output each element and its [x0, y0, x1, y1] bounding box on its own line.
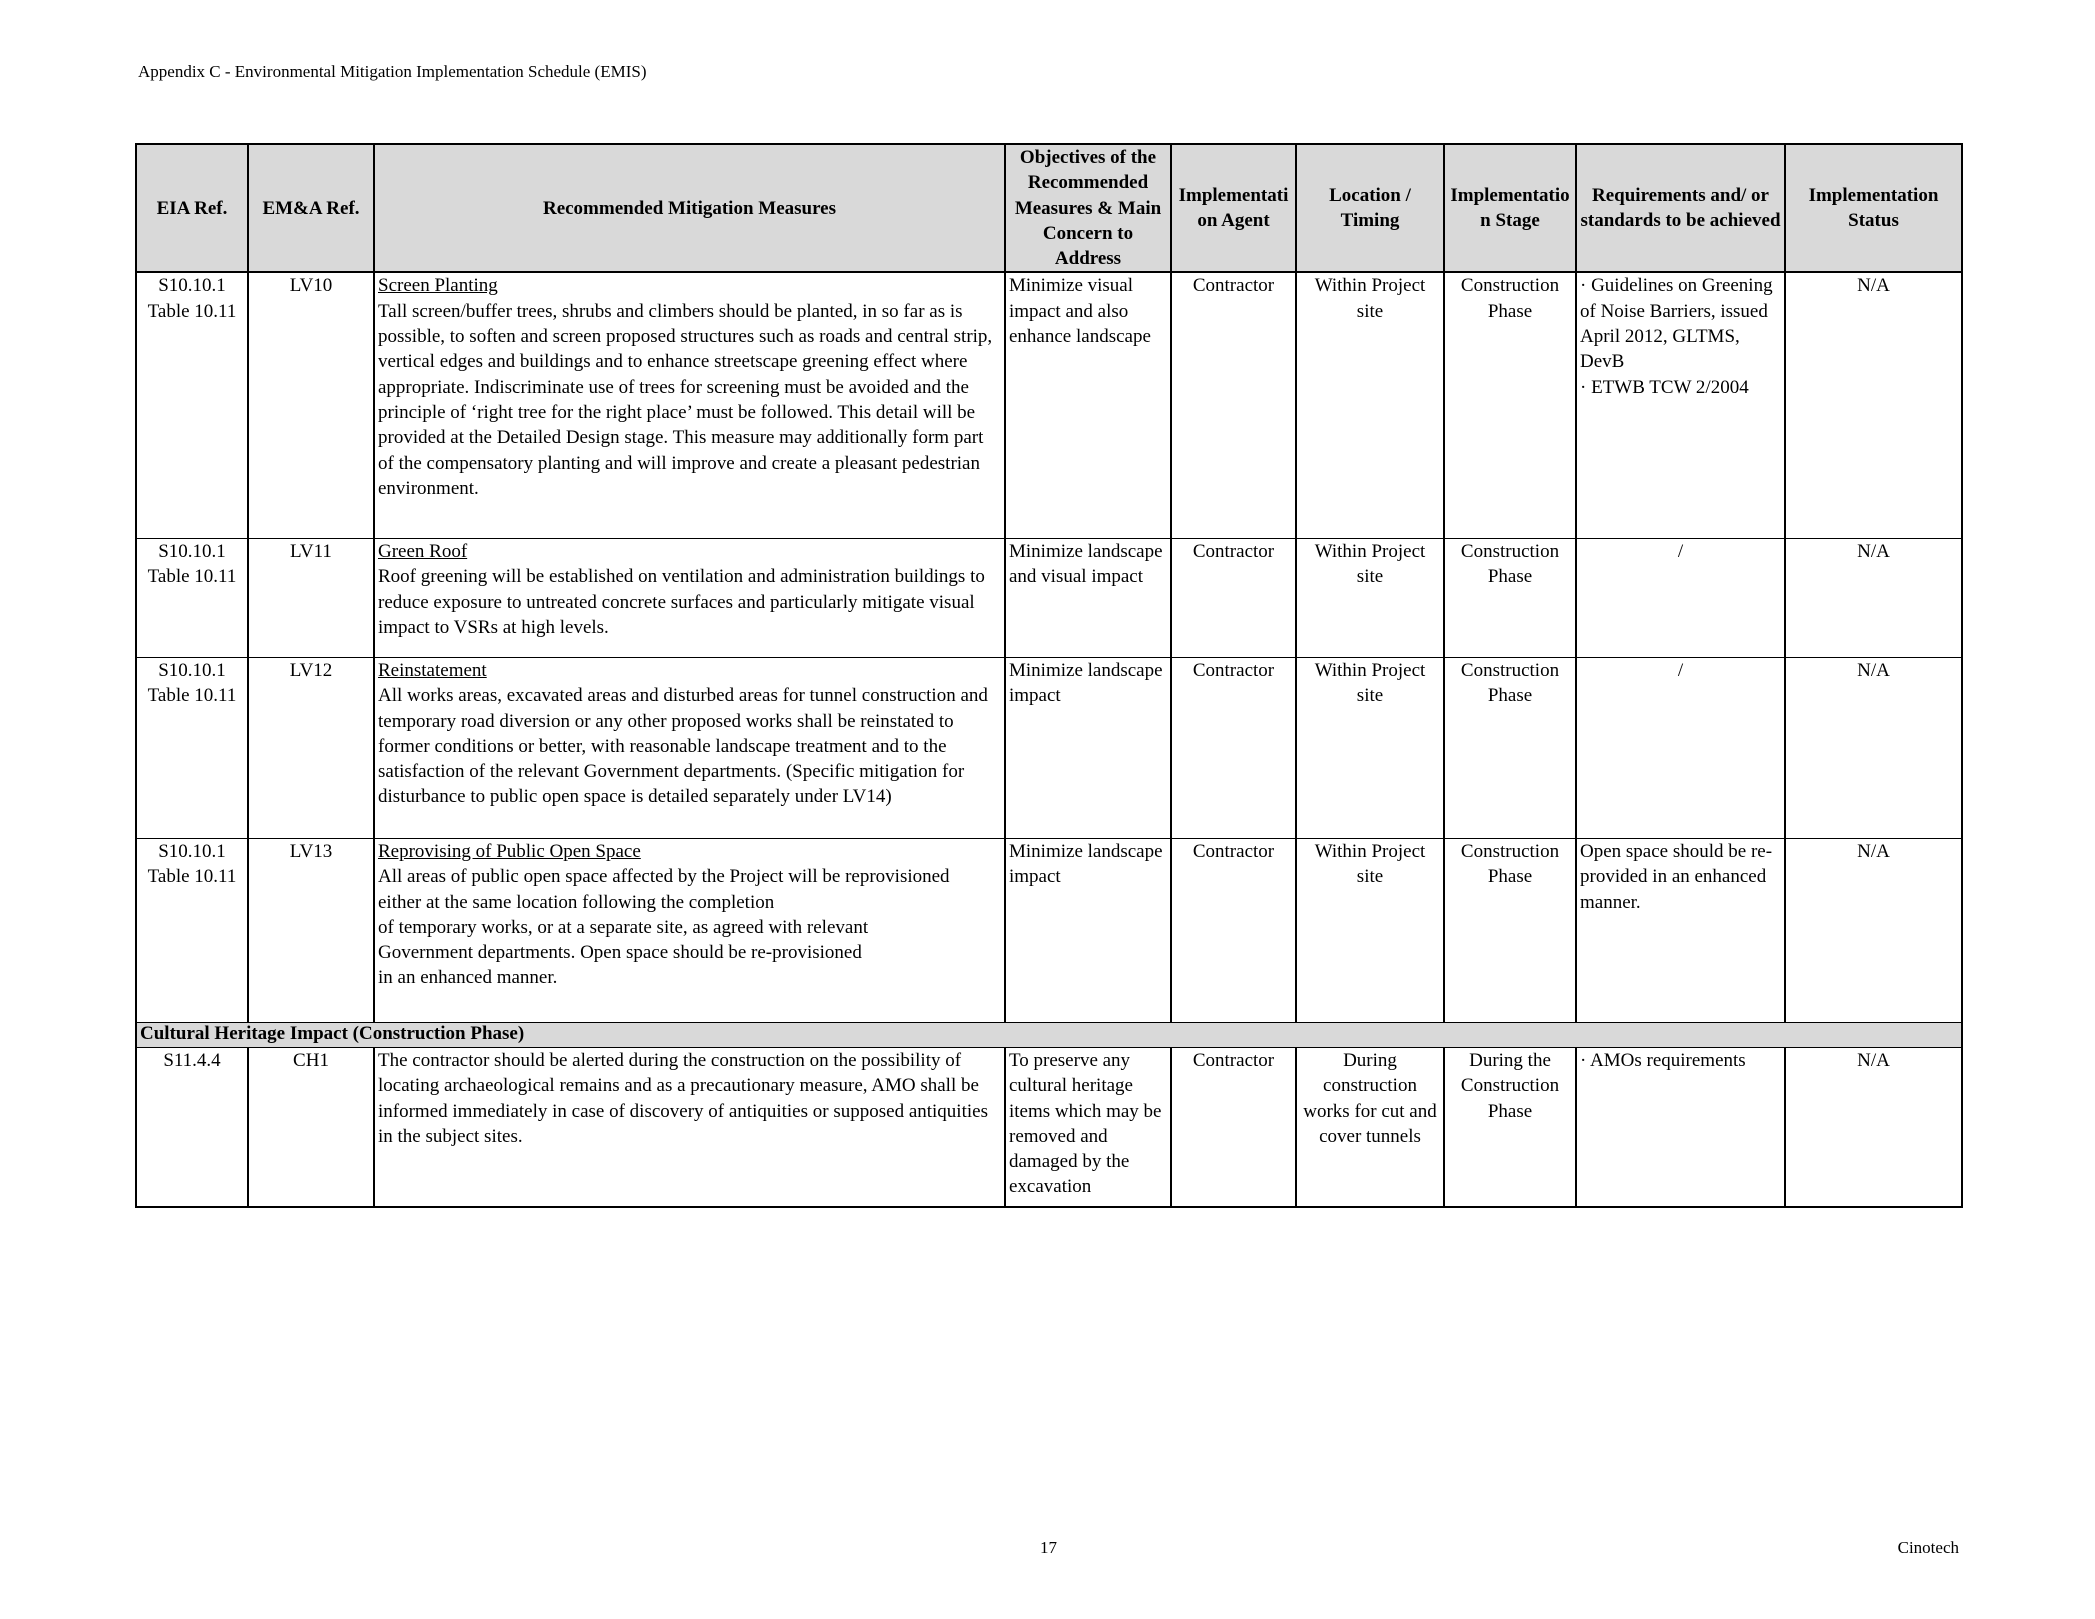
- status-cell: N/A: [1785, 838, 1962, 1022]
- table-row: [136, 538, 1962, 657]
- stage-cell: Construction Phase: [1444, 538, 1576, 657]
- measure-line: in an enhanced manner.: [378, 967, 558, 989]
- eia-ref-table: Table 10.11: [147, 566, 237, 588]
- table-row: [136, 838, 1962, 1022]
- table-header-row: [136, 144, 1962, 272]
- measure-title: Reprovising of Public Open Space: [378, 840, 641, 862]
- measure-cell: [374, 538, 1005, 657]
- eia-ref-cell: [136, 272, 248, 538]
- ema-ref-cell: LV12: [248, 657, 374, 838]
- col-header-requirements: Requirements and/ or standards to be achieved: [1576, 144, 1785, 272]
- objective-cell: Minimize landscape impact: [1005, 657, 1171, 838]
- eia-ref-cell: S11.4.4: [136, 1047, 248, 1207]
- page-header-title: Appendix C - Environmental Mitigation Implementation Schedule (EMIS): [138, 62, 647, 81]
- measure-title: Green Roof: [378, 540, 468, 562]
- table-row: [136, 272, 1962, 538]
- col-header-agent: Implementati on Agent: [1171, 144, 1296, 272]
- ema-ref-cell: LV11: [248, 538, 374, 657]
- location-cell: Within Project site: [1296, 272, 1444, 538]
- col-header-objectives: Objectives of the Recommended Measures & Main Concern to Address: [1005, 144, 1171, 272]
- objective-cell: Minimize landscape impact: [1005, 838, 1171, 1022]
- stage-cell: Construction Phase: [1444, 272, 1576, 538]
- measure-cell: [374, 838, 1005, 1022]
- agent-cell: Contractor: [1171, 1047, 1296, 1207]
- location-cell: During construction works for cut and cover tunnels: [1296, 1047, 1444, 1207]
- eia-ref-cell: [136, 657, 248, 838]
- measure-text: Tall screen/buffer trees, shrubs and climbers should be planted, in so far as is possible, to soften and screen proposed structures such as roads and central strip, vertical edges and buildings and to enhance streetscape greening effect where appropriate. Indiscriminate use of trees for screening must be avoided and the principle of ‘right tree for the right place’ must be followed. This detail will be provided at the Detailed Design stage. This measure may additionally form part of the compensatory planting and will improve and create a pleasant pedestrian environment.: [378, 300, 993, 499]
- stage-cell: During the Construction Phase: [1444, 1047, 1576, 1207]
- status-cell: N/A: [1785, 538, 1962, 657]
- col-header-eia-ref: EIA Ref.: [136, 144, 248, 272]
- objective-cell: Minimize landscape and visual impact: [1005, 538, 1171, 657]
- measure-cell: [374, 657, 1005, 838]
- location-cell: Within Project site: [1296, 838, 1444, 1022]
- status-cell: N/A: [1785, 272, 1962, 538]
- eia-ref-section: S10.10.1: [158, 275, 226, 297]
- page-number: 17: [1040, 1538, 1057, 1557]
- measure-line: either at the same location following the completion: [378, 891, 775, 913]
- section-header-cultural-heritage: Cultural Heritage Impact (Construction Phase): [136, 1022, 1962, 1047]
- col-header-status: Implementation Status: [1785, 144, 1962, 272]
- col-header-location: Location / Timing: [1296, 144, 1444, 272]
- requirements-cell: · AMOs requirements: [1576, 1047, 1785, 1207]
- measure-text: Roof greening will be established on ventilation and administration buildings to reduce exposure to untreated concrete surfaces and particularly mitigate visual impact to VSRs at high levels.: [378, 566, 985, 638]
- eia-ref-section: S10.10.1: [158, 659, 226, 681]
- stage-cell: Construction Phase: [1444, 657, 1576, 838]
- status-cell: N/A: [1785, 657, 1962, 838]
- requirements-cell: Open space should be re-provided in an enhanced manner.: [1576, 838, 1785, 1022]
- agent-cell: Contractor: [1171, 538, 1296, 657]
- objective-cell: Minimize visual impact and also enhance landscape: [1005, 272, 1171, 538]
- agent-cell: Contractor: [1171, 272, 1296, 538]
- measure-line: All areas of public open space affected by the Project will be reprovisioned: [378, 866, 950, 888]
- table-row: [136, 1047, 1962, 1207]
- eia-ref-table: Table 10.11: [147, 685, 237, 707]
- agent-cell: Contractor: [1171, 838, 1296, 1022]
- eia-ref-section: S10.10.1: [158, 840, 226, 862]
- ema-ref-cell: CH1: [248, 1047, 374, 1207]
- location-cell: Within Project site: [1296, 657, 1444, 838]
- table-row: [136, 657, 1962, 838]
- eia-ref-table: Table 10.11: [147, 866, 237, 888]
- requirements-cell: /: [1576, 538, 1785, 657]
- col-header-ema-ref: EM&A Ref.: [248, 144, 374, 272]
- emis-table: [135, 143, 1963, 1208]
- measure-cell: [374, 272, 1005, 538]
- ema-ref-cell: LV13: [248, 838, 374, 1022]
- requirements-cell: /: [1576, 657, 1785, 838]
- measure-line: Government departments. Open space should be re-provisioned: [378, 942, 862, 964]
- col-header-stage: Implementatio n Stage: [1444, 144, 1576, 272]
- status-cell: N/A: [1785, 1047, 1962, 1207]
- eia-ref-section: S10.10.1: [158, 540, 226, 562]
- agent-cell: Contractor: [1171, 657, 1296, 838]
- eia-ref-table: Table 10.11: [147, 300, 237, 322]
- objective-cell: To preserve any cultural heritage items which may be removed and damaged by the excavation: [1005, 1047, 1171, 1207]
- measure-line: of temporary works, or at a separate site, as agreed with relevant: [378, 916, 869, 938]
- measure-title: Screen Planting: [378, 275, 498, 297]
- measure-cell: The contractor should be alerted during the construction on the possibility of locating archaeological remains and as a precautionary measure, AMO shall be informed immediately in case of discovery of antiquities or supposed antiquities in the subject sites.: [374, 1047, 1005, 1207]
- location-cell: Within Project site: [1296, 538, 1444, 657]
- requirements-item: · ETWB TCW 2/2004: [1580, 376, 1749, 398]
- measure-title: Reinstatement: [378, 659, 487, 681]
- measure-text: All works areas, excavated areas and disturbed areas for tunnel construction and temporary road diversion or any other proposed works shall be reinstated to former conditions or better, with reasonable landscape treatment and to the satisfaction of the relevant Government departments. (Specific mitigation for disturbance to public open space is detailed separately under LV14): [378, 685, 988, 808]
- footer-company: Cinotech: [1897, 1538, 1959, 1557]
- requirements-item: · Guidelines on Greening of Noise Barriers, issued April 2012, GLTMS, DevB: [1580, 275, 1773, 373]
- requirements-cell: [1576, 272, 1785, 538]
- col-header-measures: Recommended Mitigation Measures: [374, 144, 1005, 272]
- eia-ref-cell: [136, 838, 248, 1022]
- section-header-row: [136, 1022, 1962, 1047]
- ema-ref-cell: LV10: [248, 272, 374, 538]
- eia-ref-cell: [136, 538, 248, 657]
- stage-cell: Construction Phase: [1444, 838, 1576, 1022]
